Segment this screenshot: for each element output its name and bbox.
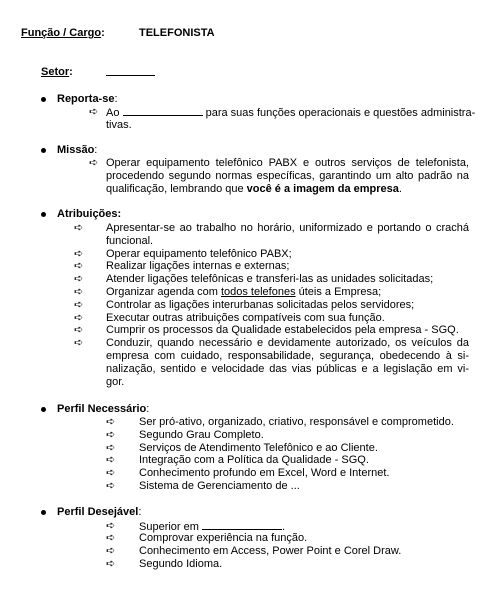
perfil-desejavel-title xyxy=(57,506,141,518)
atribuicao-item-9-line2: empresa com cuidado, responsabilidade, segurança, obedecendo à si- xyxy=(106,350,469,362)
arrow-right-icon: ➪ xyxy=(106,558,116,570)
bullet-dot-icon xyxy=(41,407,46,412)
perfil-desejavel-title-text: Perfil Desejável xyxy=(57,506,139,518)
arrow-right-icon: ➪ xyxy=(106,454,116,466)
missao-colon: : xyxy=(94,144,98,156)
funcao-value: TELEFONISTA xyxy=(139,27,215,39)
missao-line2: procedendo segundo normas específicas, garantindo um alto padrão na xyxy=(106,170,469,182)
perfil-necessario-item: Segundo Grau Completo. xyxy=(139,429,264,441)
arrow-right-icon: ➪ xyxy=(74,248,84,260)
reporta-line2: tivas. xyxy=(106,119,132,131)
atribuicao-item-3: Realizar ligações internas e externas; xyxy=(106,260,290,272)
atribuicao-item-8: Cumprir os processos da Qualidade estabelecidos pela empresa - SGQ. xyxy=(106,324,459,336)
perfil-desejavel-item-1-post: . xyxy=(281,521,286,533)
atribuicao-item-7: Executar outras atribuições compatíveis com sua função. xyxy=(106,312,385,324)
atribuicao-item-5-post: úteis a Empresa; xyxy=(295,286,382,298)
reporta-title xyxy=(57,93,118,105)
arrow-right-icon: ➪ xyxy=(89,157,99,169)
setor-colon: : xyxy=(69,66,73,78)
arrow-right-icon: ➪ xyxy=(106,416,116,428)
arrow-right-icon: ➪ xyxy=(106,545,116,557)
arrow-right-icon: ➪ xyxy=(74,324,84,336)
missao-line3-pre: qualificação, lembrando que xyxy=(106,183,247,195)
arrow-right-icon: ➪ xyxy=(74,299,84,311)
missao-line3 xyxy=(106,183,402,196)
missao-line3-bold: você é a imagem da empresa xyxy=(246,183,399,195)
atribuicao-item-9-line3: nalização, sentido e velocidade das vias públicas e a legislação em vi- xyxy=(106,363,469,375)
reporta-title-text: Reporta-se xyxy=(57,93,115,105)
reporta-line1 xyxy=(106,106,476,120)
arrow-right-icon: ➪ xyxy=(106,480,116,492)
perfil-desejavel-blank xyxy=(202,520,282,530)
perfil-necessario-item: Sistema de Gerenciamento de ... xyxy=(139,480,300,492)
arrow-right-icon: ➪ xyxy=(106,429,116,441)
arrow-right-icon: ➪ xyxy=(74,312,84,324)
setor-row xyxy=(41,66,73,78)
atribuicao-item-6: Controlar as ligações interurbanas solicitadas pelos servidores; xyxy=(106,299,415,311)
perfil-desejavel-item-1-pre: Superior em xyxy=(139,521,199,533)
funcao-label: Função / Cargo xyxy=(21,27,102,39)
arrow-right-icon: ➪ xyxy=(74,222,84,234)
perfil-necessario-item: Integração com a Política da Qualidade - SGQ. xyxy=(139,454,369,466)
bullet-dot-icon xyxy=(41,148,46,153)
arrow-right-icon: ➪ xyxy=(106,442,116,454)
arrow-right-icon: ➪ xyxy=(89,106,99,118)
arrow-right-icon: ➪ xyxy=(74,337,84,349)
perfil-necessario-item: Conhecimento profundo em Excel, Word e Internet. xyxy=(139,467,390,479)
funcao-cargo-row xyxy=(21,27,105,39)
bullet-dot-icon xyxy=(41,510,46,515)
perfil-necessario-title-text: Perfil Necessário xyxy=(57,403,147,415)
atribuicao-item-9-line1: Conduzir, quando necessário e devidamente autorizado, os veículos da xyxy=(106,337,469,349)
bullet-dot-icon xyxy=(41,212,46,217)
missao-line1: Operar equipamento telefônico PABX e outros serviços de telefonista, xyxy=(106,157,469,169)
perfil-desejavel-item: Comprovar experiência na função. xyxy=(139,532,308,544)
setor-blank xyxy=(106,75,155,76)
perfil-desejavel-colon: : xyxy=(138,506,142,518)
atribuicao-item-5-pre: Organizar agenda com xyxy=(106,286,221,298)
reporta-ao: Ao xyxy=(106,107,120,119)
atribuicao-item-1-line2: funcional. xyxy=(106,235,154,247)
arrow-right-icon: ➪ xyxy=(106,520,116,532)
arrow-right-icon: ➪ xyxy=(106,532,116,544)
missao-title xyxy=(57,144,97,156)
perfil-necessario-item: Serviços de Atendimento Telefônico e ao Cliente. xyxy=(139,442,378,454)
atribuicoes-title: Atribuições: xyxy=(57,208,122,220)
perfil-necessario-colon: : xyxy=(146,403,150,415)
perfil-necessario-item: Ser pró-ativo, organizado, criativo, responsável e comprometido. xyxy=(139,416,454,428)
atribuicao-item-2: Operar equipamento telefônico PABX; xyxy=(106,248,292,260)
perfil-desejavel-item: Conhecimento em Access, Power Point e Corel Draw. xyxy=(139,545,402,557)
funcao-colon: : xyxy=(101,27,105,39)
reporta-blank xyxy=(123,106,203,116)
arrow-right-icon: ➪ xyxy=(74,273,84,285)
setor-label: Setor xyxy=(41,66,70,78)
missao-title-text: Missão xyxy=(57,144,95,156)
perfil-desejavel-item: Segundo Idioma. xyxy=(139,558,223,570)
missao-line3-post: . xyxy=(398,183,402,195)
perfil-necessario-title xyxy=(57,403,149,415)
atribuicao-item-5 xyxy=(106,286,381,299)
bullet-dot-icon xyxy=(41,97,46,102)
arrow-right-icon: ➪ xyxy=(106,467,116,479)
atribuicao-item-9-line4: gor. xyxy=(106,376,125,388)
atribuicao-item-1-line1: Apresentar-se ao trabalho no horário, uniformizado e portando o crachá xyxy=(106,222,469,234)
arrow-right-icon: ➪ xyxy=(74,286,84,298)
reporta-colon: : xyxy=(114,93,118,105)
arrow-right-icon: ➪ xyxy=(74,260,84,272)
atribuicao-item-4: Atender ligações telefônicas e transferi-las as unidades solicitadas; xyxy=(106,273,434,285)
reporta-line1-text: para suas funções operacionais e questões administra- xyxy=(205,107,476,119)
atribuicao-item-5-underlined: todos telefones xyxy=(220,286,296,298)
